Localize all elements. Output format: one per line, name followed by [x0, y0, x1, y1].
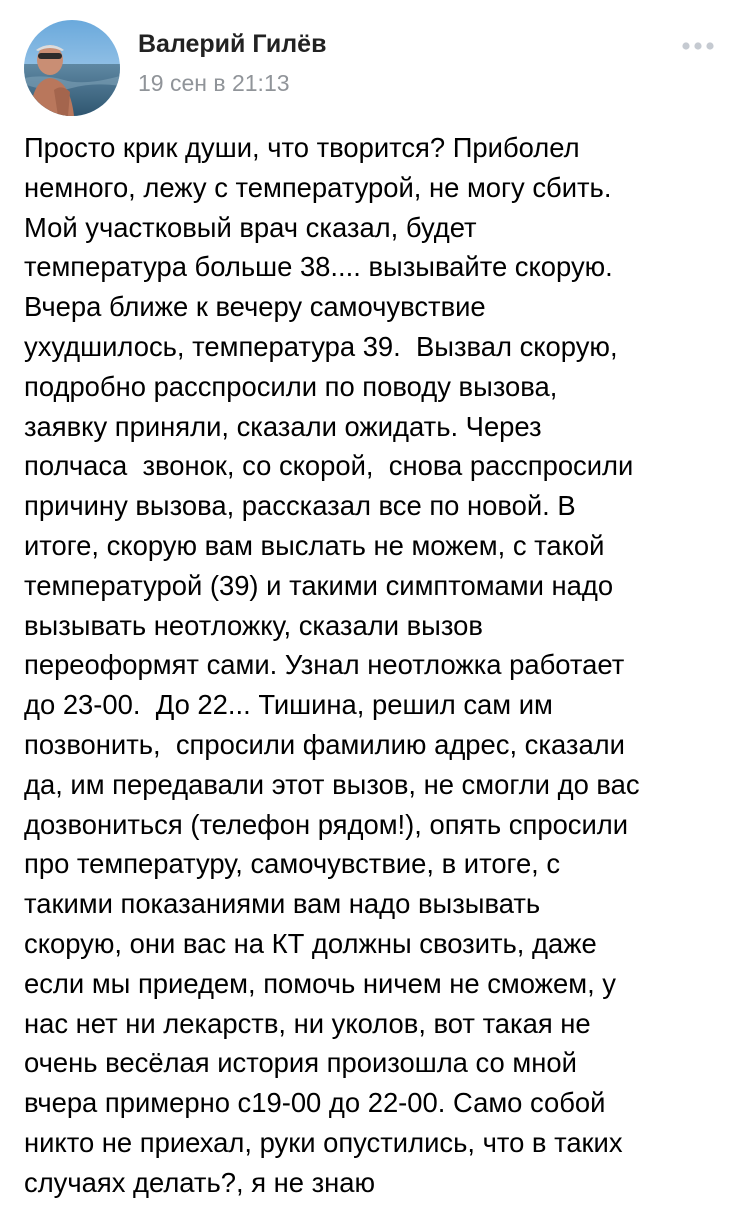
post-header: [24, 20, 726, 116]
avatar[interactable]: [24, 20, 120, 116]
post-text-line: итоге, скорую вам выслать не можем, с такой: [24, 529, 605, 561]
post-text-line: температура больше 38.... вызывайте скорую.: [24, 251, 613, 283]
post-text-line: Вчера ближе к вечеру самочувствие: [24, 291, 486, 323]
post-text: [24, 128, 726, 1203]
post-text-line: температурой (39) и такими симптомами надо: [24, 569, 614, 601]
post-text-line: дозвониться (телефон рядом!), опять спросили: [24, 808, 629, 840]
post-text-line: нас нет ни лекарств, ни уколов, вот такая не: [24, 1007, 591, 1039]
post-text-line: полчаса звонок, со скорой, снова расспросили: [24, 450, 634, 482]
post-date[interactable]: 19 сен в 21:13: [138, 70, 290, 96]
post-text-line: да, им передавали этот вызов, не смогли до вас: [24, 768, 640, 800]
post-text-line: вызывать неотложку, сказали вызов: [24, 609, 483, 641]
post-text-line: никто не приехал, руки опустились, что в таких: [24, 1126, 623, 1158]
post-text-line: скорую, они вас на КТ должны свозить, даже: [24, 927, 597, 959]
post-text-line: подробно расспросили по поводу вызова,: [24, 370, 558, 402]
post-text-line: Просто крик души, что творится? Приболел: [24, 132, 580, 163]
post-text-line: ухудшилось, температура 39. Вызвал скорую,: [24, 330, 618, 362]
post-text-line: заявку приняли, сказали ожидать. Через: [24, 410, 542, 442]
post-text-line: такими показаниями вам надо вызывать: [24, 888, 541, 920]
post-text-line: до 23-00. До 22... Тишина, решил сам им: [24, 689, 553, 721]
post-text-line: очень весёлая история произошла со мной: [24, 1047, 577, 1079]
post-text-line: если мы приедем, помочь ничем не сможем, у: [24, 967, 616, 999]
avatar-image: [24, 20, 120, 116]
post-text-line: немного, лежу с температурой, не могу сбить.: [24, 171, 612, 203]
post-text-line: позвонить, спросили фамилию адрес, сказали: [24, 728, 625, 760]
post-text-line: про температуру, самочувствие, в итоге, с: [24, 848, 561, 880]
author-name[interactable]: Валерий Гилёв: [138, 30, 327, 58]
post-text-line: Мой участковый врач сказал, будет: [24, 211, 477, 243]
more-dots-icon[interactable]: [680, 36, 716, 56]
post-text-line: причину вызова, рассказал все по новой. В: [24, 490, 576, 522]
post-text-line: случаях делать?, я не знаю: [24, 1166, 376, 1198]
post-text-line: переоформят сами. Узнал неотложка работает: [24, 649, 625, 681]
post-text-line: вчера примерно с19-00 до 22-00. Само собой: [24, 1087, 606, 1119]
